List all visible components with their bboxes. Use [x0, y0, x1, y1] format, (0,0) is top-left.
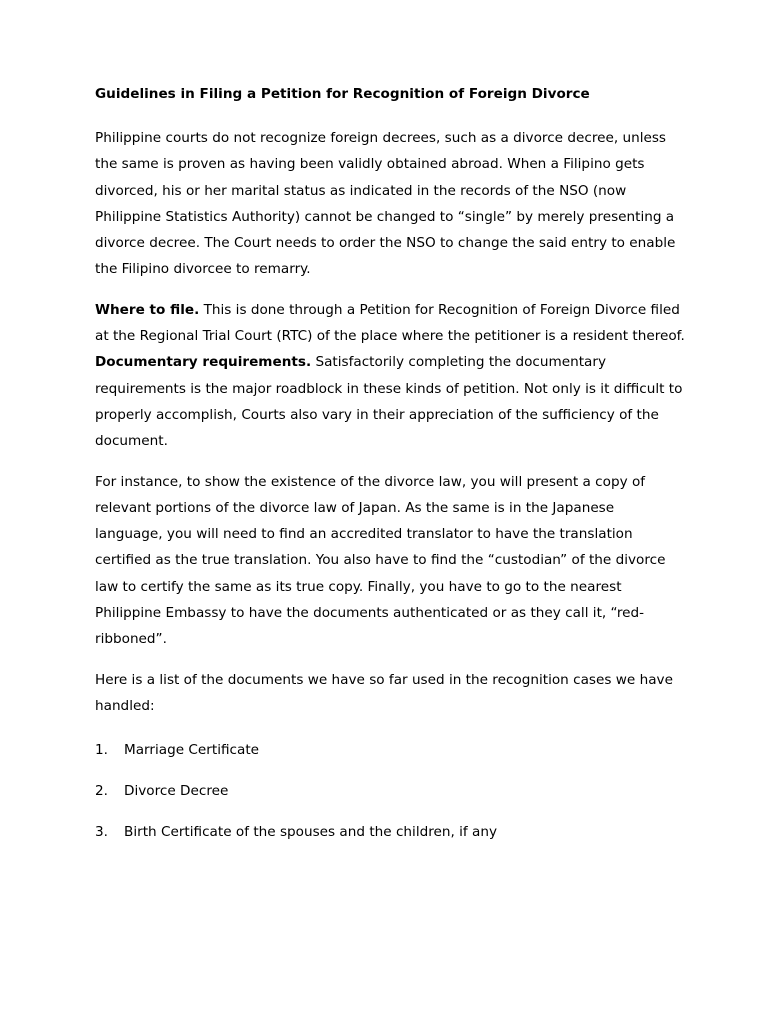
where-to-file-paragraph	[95, 297, 685, 350]
intro-paragraph: Philippine courts do not recognize foreign decrees, such as a divorce decree, unless the same is proven as having been validly obtained abroad. When a Filipino gets divorced, his or her marital status as indicated in the records of the NSO (now Philippine Statistics Authority) cannot be changed to “single” by merely presenting a divorce decree. The Court needs to order the NSO to change the said entry to enable the Filipino divorcee to remarry.	[95, 130, 676, 278]
where-to-file-heading: Where to file.	[95, 301, 200, 318]
list-intro-paragraph: Here is a list of the documents we have so far used in the recognition cases we have handled:	[95, 671, 673, 714]
list-item-text: Marriage Certificate	[124, 742, 260, 759]
list-item	[95, 740, 685, 760]
list-item-number: 1.	[95, 742, 108, 759]
list-item-number: 2.	[95, 783, 108, 800]
documentary-requirements-heading: Documentary requirements.	[95, 354, 312, 371]
instance-paragraph: For instance, to show the existence of the divorce law, you will present a copy of relevant portions of the divorce law of Japan. As the same is in the Japanese language, you will need to find an accredited translator to have the translation certified as the true translation. You also have to find the “custodian” of the divorce law to certify the same as its true copy. Finally, you have to go to the nearest Philippine Embassy to have the documents authenticated or as they call it, “red-ribboned”.	[95, 473, 666, 648]
documentary-requirements-text: Satisfactorily completing the documentary requirements is the major roadblock in these kinds of petition. Not only is it difficult to properly accomplish, Courts also vary in their appreciation of the sufficiency of the document.	[95, 354, 683, 450]
list-item	[95, 822, 685, 842]
documentary-requirements-paragraph	[95, 349, 685, 454]
list-item-text: Birth Certificate of the spouses and the children, if any	[124, 824, 498, 841]
list-item	[95, 781, 685, 801]
where-to-file-text: This is done through a Petition for Recognition of Foreign Divorce filed at the Regional Trial Court (RTC) of the place where the petitioner is a resident thereof.	[95, 301, 685, 345]
document-title: Guidelines in Filing a Petition for Recognition of Foreign Divorce	[95, 86, 590, 102]
list-item-number: 3.	[95, 824, 108, 841]
document-page	[95, 84, 685, 842]
list-item-text: Divorce Decree	[124, 783, 229, 800]
